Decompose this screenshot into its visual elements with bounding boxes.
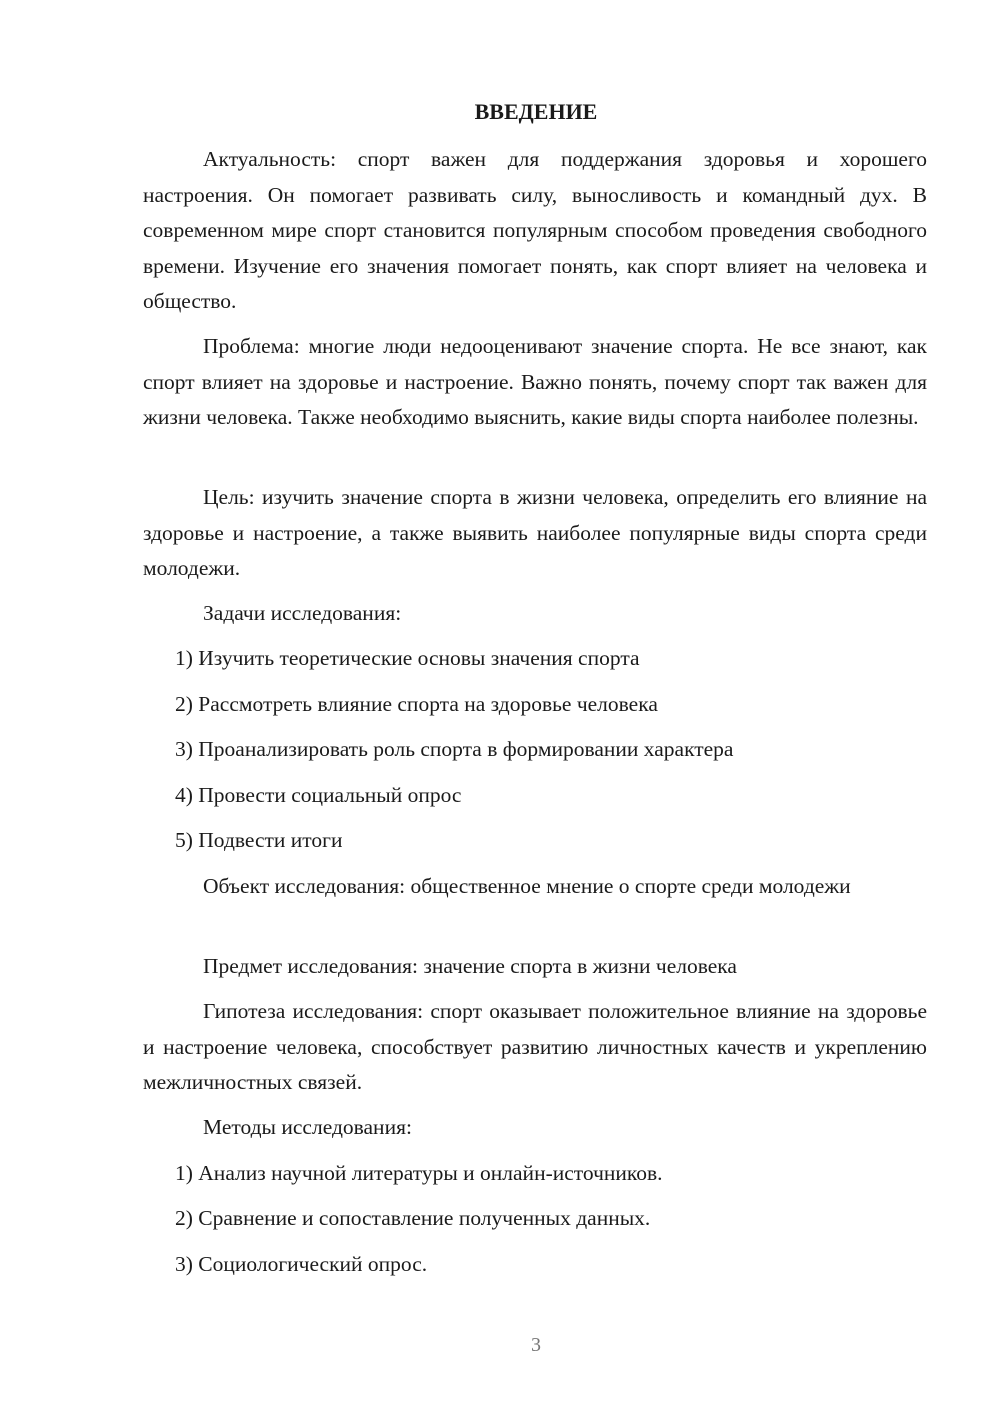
list-item: 4) Провести социальный опрос <box>175 783 462 807</box>
hypothesis-paragraph: Гипотеза исследования: спорт оказывает положительное влияние на здоровье и настроение человека, способствует развитию личностных качеств и укреплению межличностных связей. <box>143 999 927 1094</box>
list-item: 3) Социологический опрос. <box>175 1252 428 1276</box>
list-item: 2) Рассмотреть влияние спорта на здоровье человека <box>175 692 658 716</box>
list-item: 5) Подвести итоги <box>175 828 343 852</box>
section-title: ВВЕДЕНИЕ <box>474 99 598 124</box>
relevance-paragraph: Актуальность: спорт важен для поддержания здоровья и хорошего настроения. Он помогает развивать силу, выносливость и командный дух. В современном мире спорт становится популярным способом проведения свободного времени. Изучение его значения помогает понять, как спорт влияет на человека и общество. <box>143 147 927 313</box>
methods-heading: Методы исследования: <box>203 1115 412 1139</box>
subject-paragraph: Предмет исследования: значение спорта в жизни человека <box>203 954 737 978</box>
tasks-heading: Задачи исследования: <box>203 601 402 625</box>
list-item: 2) Сравнение и сопоставление полученных данных. <box>175 1206 651 1230</box>
list-item: 3) Проанализировать роль спорта в формировании характера <box>175 737 734 761</box>
problem-paragraph: Проблема: многие люди недооценивают значение спорта. Не все знают, как спорт влияет на здоровье и настроение. Важно понять, почему спорт так важен для жизни человека. Также необходимо выяснить, какие виды спорта наиболее полезны. <box>143 334 927 429</box>
object-paragraph: Объект исследования: общественное мнение о спорте среди молодежи <box>203 874 851 898</box>
goal-paragraph: Цель: изучить значение спорта в жизни человека, определить его влияние на здоровье и настроение, а также выявить наиболее популярные виды спорта среди молодежи. <box>143 485 927 580</box>
page-number: 3 <box>531 1334 541 1356</box>
list-item: 1) Изучить теоретические основы значения спорта <box>175 646 640 670</box>
list-item: 1) Анализ научной литературы и онлайн-источников. <box>175 1161 663 1185</box>
